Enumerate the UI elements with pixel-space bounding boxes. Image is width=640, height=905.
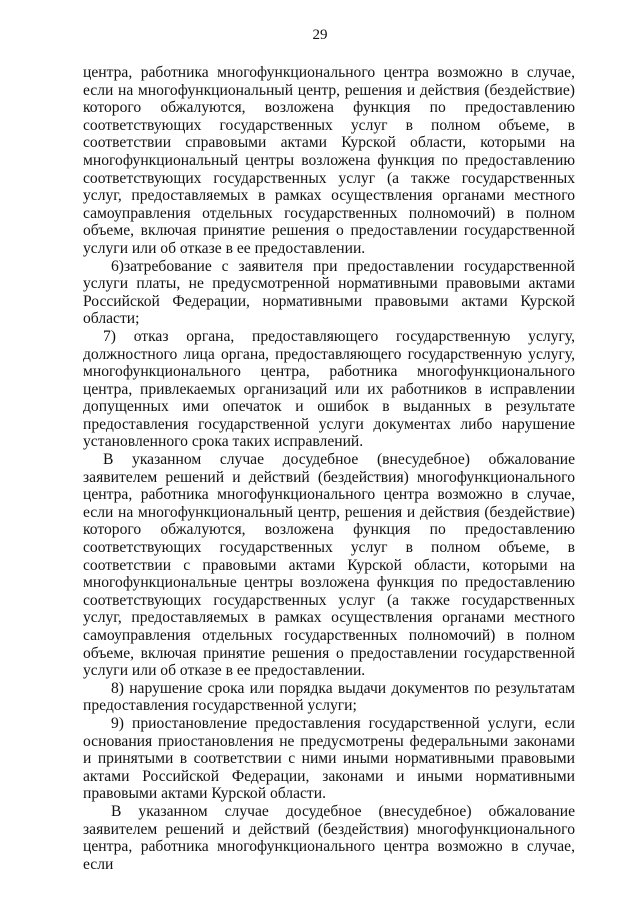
paragraph-item-7: 7) отказ органа, предоставляющего государственную услугу, должностного лица органа, предоставляющего государственную услугу, многофункционального центра, работника многофункционального центра, привлекаемых организаций или их работников в исправлении допущенных ими опечаток и ошибок в выданных в результате предоставления государственной услуги документах либо нарушение установленного срока таких исправлений. bbox=[83, 327, 575, 451]
paragraph-mfc-appeal-1: В указанном случае досудебное (внесудебное) обжалование заявителем решений и действий (бездействия) многофункционального центра, работника многофункционального центра возможно в случае, если на многофункциональный центр, решения и действия (бездействие) которого обжалуются, возложена функция по предоставлению соответствующих государственных услуг в полном объеме, в соответствии с правовыми актами Курской области, которыми на многофункциональные центры возложена функция по предоставлению соответствующих государственных услуг (а также государственных услуг, предоставляемых в рамках осуществления органами местного самоуправления отдельных государственных полномочий) в полном объеме, включая принятие решения о предоставлении государственной услуги или об отказе в ее предоставлении. bbox=[83, 451, 575, 680]
paragraph-item-9: 9) приостановление предоставления государственной услуги, если основания приостановления не предусмотрены федеральными законами и принятыми в соответствии с ними иными нормативными правовыми актами Российской Федерации, законами и иными нормативными правовыми актами Курской области. bbox=[83, 714, 575, 803]
document-body bbox=[83, 64, 575, 873]
paragraph-mfc-appeal-2: В указанном случае досудебное (внесудебное) обжалование заявителем решений и действий (бездействия) многофункционального центра, работника многофункционального центра возможно в случае, если bbox=[83, 802, 575, 873]
paragraph-item-8: 8) нарушение срока или порядка выдачи документов по результатам предоставления государственной услуги; bbox=[83, 679, 575, 715]
page-number: 29 bbox=[312, 27, 328, 43]
paragraph-continuation: центра, работника многофункционального центра возможно в случае, если на многофункциональный центр, решения и действия (бездействие) которого обжалуются, возложена функция по предоставлению соответствующих государственных услуг в полном объеме, в соответствии справовыми актами Курской области, которыми на многофункциональный центры возложена функция по предоставлению соответствующих государственных услуг (а также государственных услуг, предоставляемых в рамках осуществления органами местного самоуправления отдельных государственных полномочий) в полном объеме, включая принятие решения о предоставлении государственной услуги или об отказе в ее предоставлении. bbox=[83, 64, 575, 257]
paragraph-item-6: 6)затребование с заявителя при предоставлении государственной услуги платы, не предусмотренной нормативными правовыми актами Российской Федерации, нормативными правовыми актами Курской области; bbox=[83, 257, 575, 328]
